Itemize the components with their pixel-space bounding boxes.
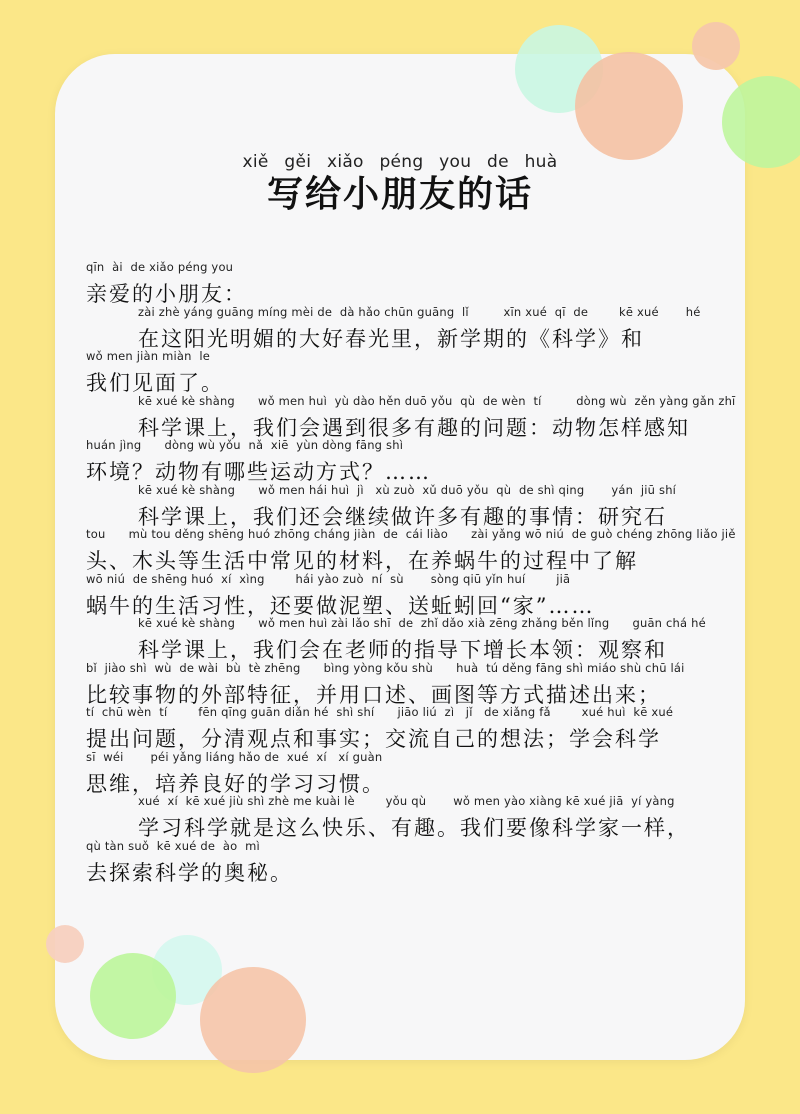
text-line bbox=[86, 301, 736, 351]
decor-circle-salmon-large bbox=[575, 52, 683, 160]
pinyin-annotation: zài zhè yáng guāng míng mèi de dà hǎo chūn guāng lǐ xīn xué qī de kē xué hé bbox=[138, 304, 701, 319]
decor-circle-lime-bottom bbox=[90, 953, 176, 1039]
pinyin-annotation: kē xué kè shàng wǒ men huì zài lǎo shī de zhǐ dǎo xià zēng zhǎng běn lǐng guān chá hé bbox=[138, 616, 706, 630]
pinyin-annotation: kē xué kè shàng wǒ men hái huì jì xù zuò xǔ duō yǒu qù de shì qing yán jiū shí bbox=[138, 482, 677, 497]
text-line bbox=[86, 390, 736, 440]
chinese-text: 蜗牛的生活习性，还要做泥塑、送蚯蚓回“家”…… bbox=[86, 593, 595, 618]
pinyin-annotation: sī wéi péi yǎng liáng hǎo de xué xí xí guàn bbox=[86, 749, 383, 764]
pinyin-annotation: huán jìng dòng wù yǒu nǎ xiē yùn dòng fāng shì bbox=[86, 438, 404, 452]
pinyin-annotation: wō niú de shēng huó xí xìng hái yào zuò ní sù sòng qiū yǐn huí jiā bbox=[86, 571, 571, 586]
pinyin-annotation: bǐ jiào shì wù de wài bù tè zhēng bìng yòng kǒu shù huà tú děng fāng shì miáo shù chū lái bbox=[86, 660, 685, 675]
decor-circle-salmon-bottom bbox=[200, 967, 306, 1073]
pinyin-annotation: kē xué kè shàng wǒ men huì yù dào hěn duō yǒu qù de wèn tí dòng wù zěn yàng gǎn zhī bbox=[138, 393, 736, 408]
text-line bbox=[86, 345, 736, 395]
pinyin-annotation: wǒ men jiàn miàn le bbox=[86, 349, 211, 363]
text-line bbox=[86, 523, 736, 573]
text-line bbox=[86, 746, 736, 796]
pinyin-annotation: qù tàn suǒ kē xué de ào mì bbox=[86, 838, 260, 853]
text-line bbox=[86, 701, 736, 751]
text-line bbox=[86, 256, 736, 306]
text-line bbox=[86, 835, 736, 885]
chinese-text: 亲爱的小朋友： bbox=[86, 282, 247, 306]
chinese-text: 科学课上，我们还会继续做许多有趣的事情：研究石 bbox=[138, 504, 667, 529]
chinese-text: 头、木头等生活中常见的材料，在养蜗牛的过程中了解 bbox=[86, 549, 638, 573]
text-line bbox=[86, 434, 736, 484]
text-line bbox=[86, 479, 736, 529]
text-line bbox=[86, 612, 736, 662]
title-block bbox=[0, 150, 800, 216]
pinyin-annotation: qīn ài de xiǎo péng you bbox=[86, 260, 234, 274]
chinese-text: 我们见面了。 bbox=[86, 371, 224, 395]
pinyin-annotation: xué xí kē xué jiù shì zhè me kuài lè yǒu qù wǒ men yào xiàng kē xué jiā yí yàng bbox=[138, 794, 675, 808]
chinese-text: 环境？动物有哪些运动方式？…… bbox=[86, 460, 431, 484]
chinese-text: 学习科学就是这么快乐、有趣。我们要像科学家一样， bbox=[138, 816, 690, 840]
text-line bbox=[86, 790, 736, 840]
page-title: 写给小朋友的话 bbox=[266, 174, 533, 215]
decor-circle-salmon-small bbox=[692, 22, 740, 70]
title-pinyin: xiě gěi xiǎo péng you de huà bbox=[242, 152, 558, 172]
chinese-text: 提出问题，分清观点和事实；交流自己的想法；学会科学 bbox=[86, 727, 661, 751]
pinyin-annotation: tou mù tou děng shēng huó zhōng cháng jiàn de cái liào zài yǎng wō niú de guò chéng zhōng liǎo jiě bbox=[86, 527, 736, 541]
chinese-text: 比较事物的外部特征，并用口述、画图等方式描述出来； bbox=[86, 682, 661, 707]
chinese-text: 科学课上，我们会遇到很多有趣的问题：动物怎样感知 bbox=[138, 415, 690, 440]
text-line bbox=[86, 568, 736, 618]
chinese-text: 科学课上，我们会在老师的指导下增长本领：观察和 bbox=[138, 638, 667, 662]
decor-circle-peach-small bbox=[46, 925, 84, 963]
chinese-text: 在这阳光明媚的大好春光里，新学期的《科学》和 bbox=[138, 326, 644, 351]
chinese-text: 思维，培养良好的学习习惯。 bbox=[86, 771, 385, 796]
chinese-text: 去探索科学的奥秘。 bbox=[86, 860, 293, 885]
text-line bbox=[86, 657, 736, 707]
letter-body bbox=[86, 256, 736, 885]
pinyin-annotation: tí chū wèn tí fēn qīng guān diǎn hé shì shí jiāo liú zì jǐ de xiǎng fǎ xué huì kē xué bbox=[86, 705, 674, 719]
